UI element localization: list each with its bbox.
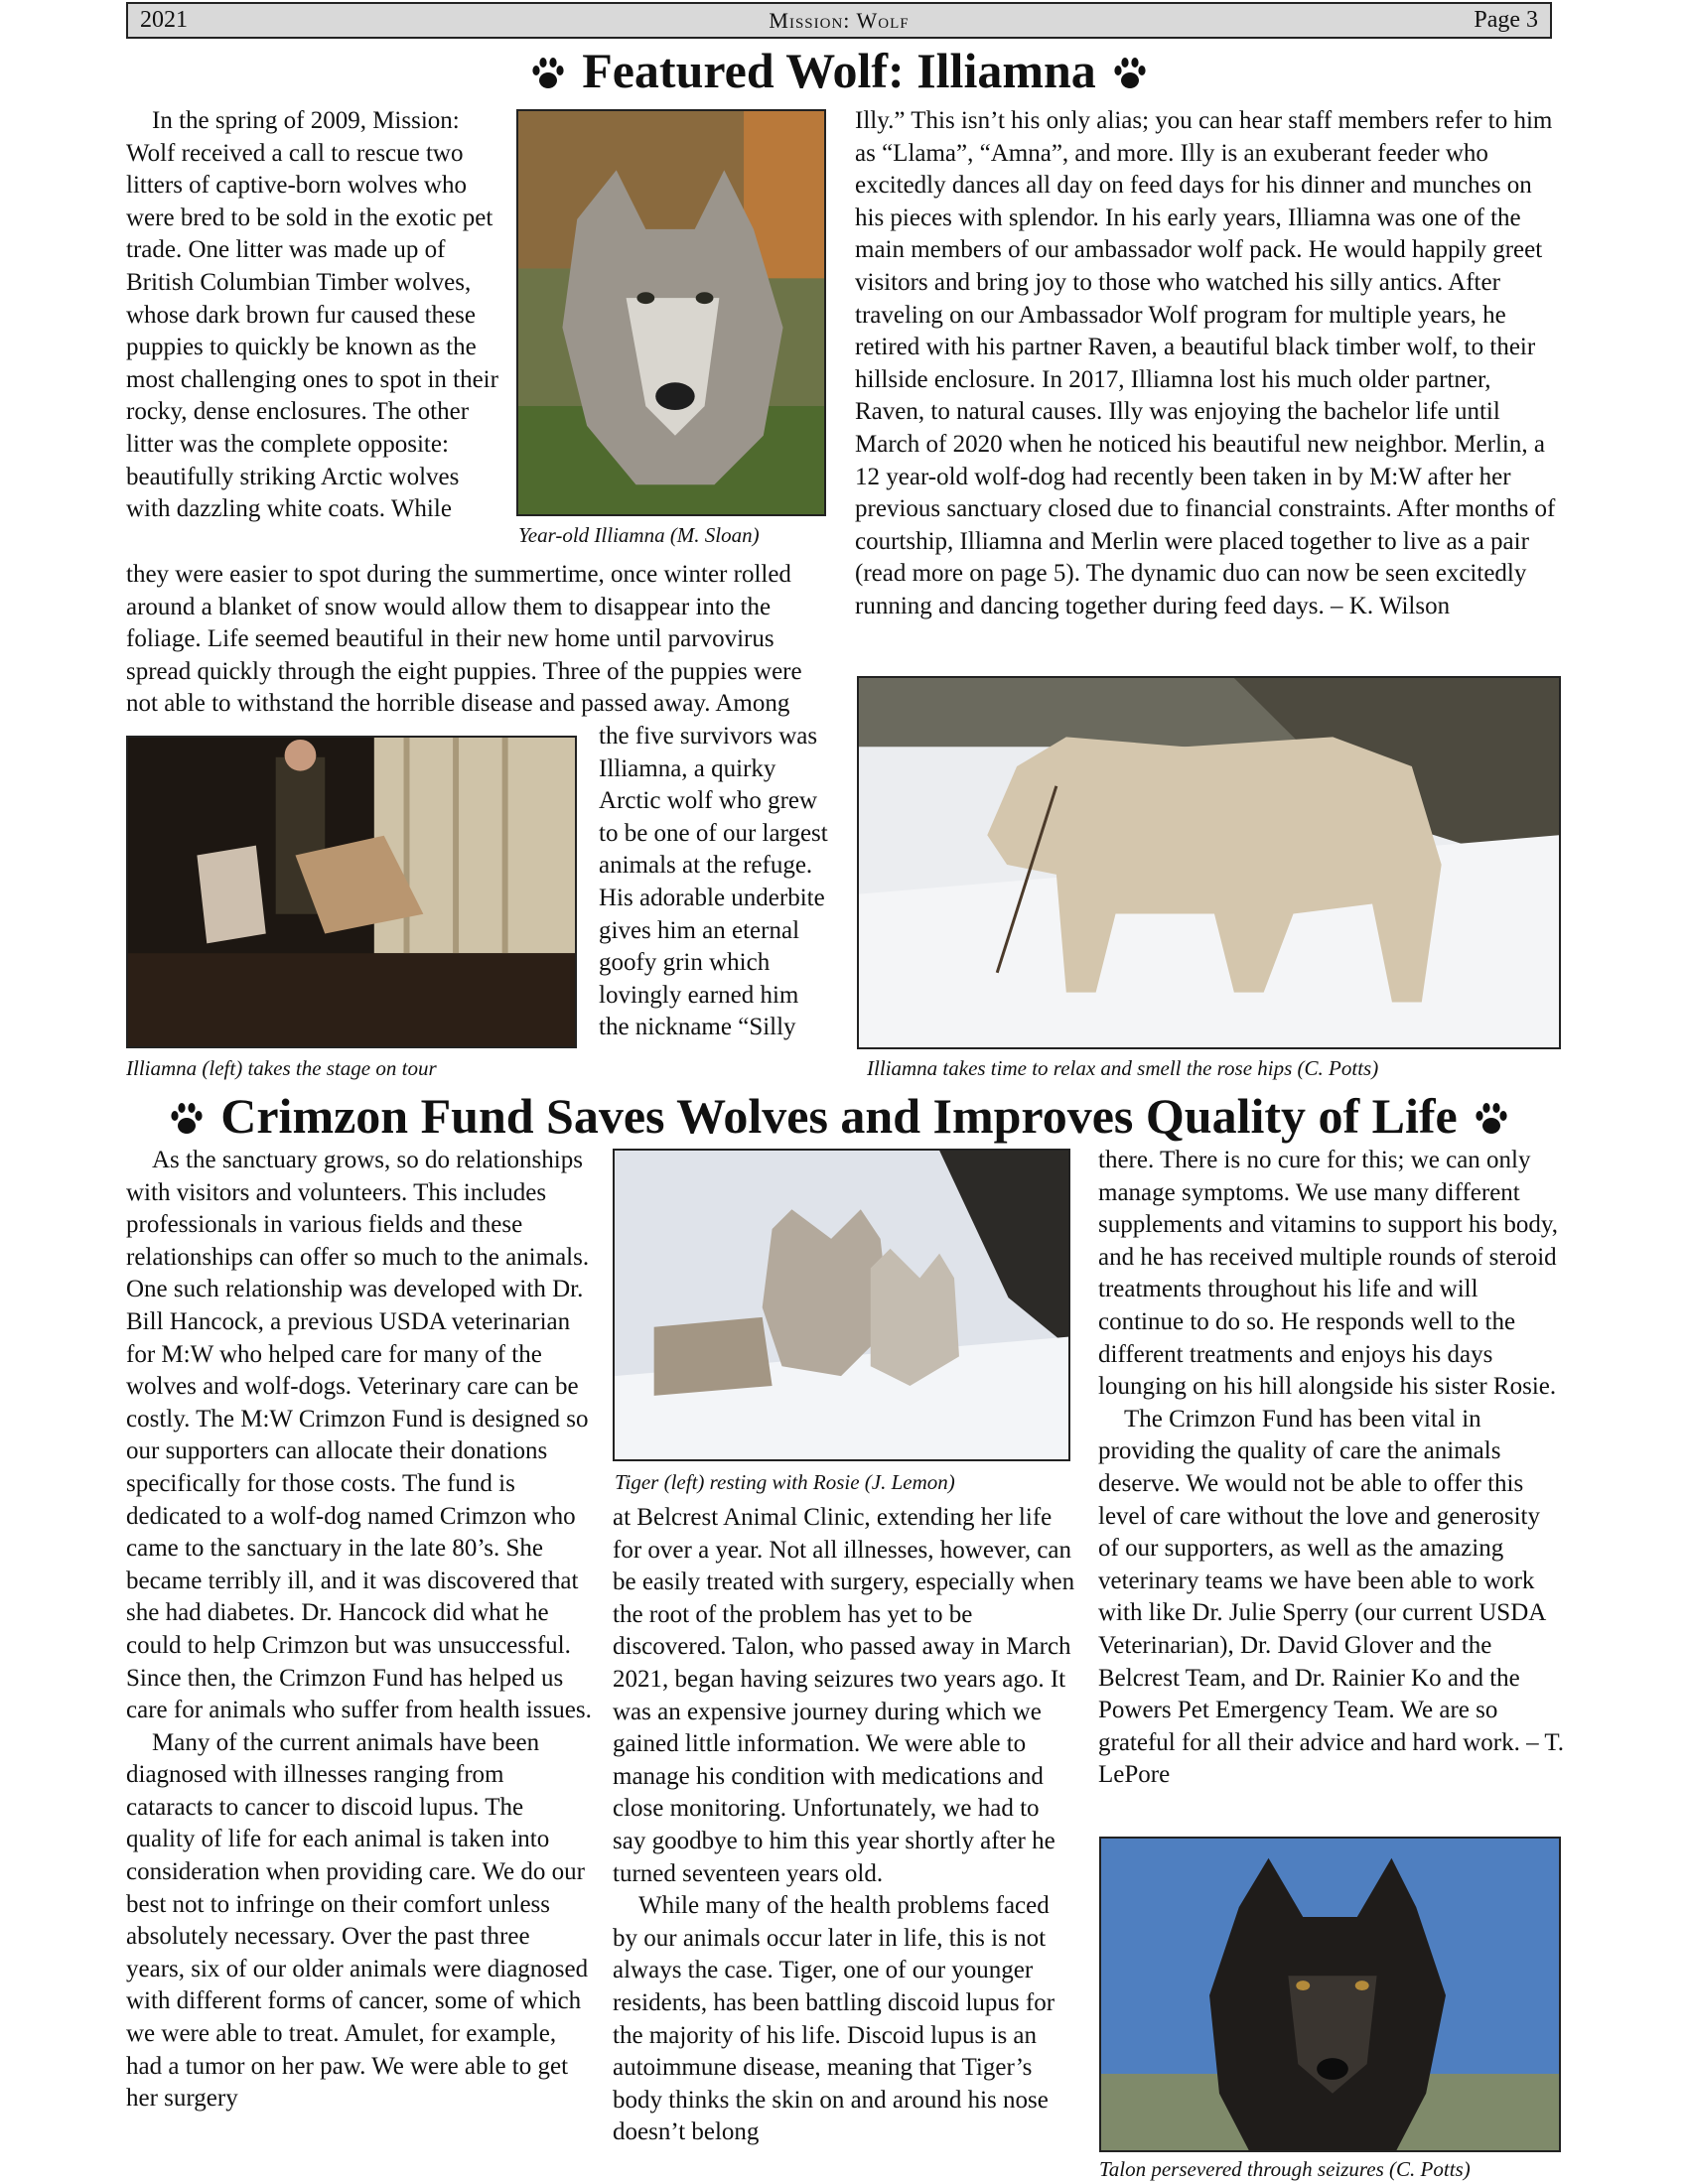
paragraph: The Crimzon Fund has been vital in providing the quality of care the animals deserve. We would not be able to offer this level of care without the love and generosity of our supporters, as well as the amazing veterinary teams we have been able to work with like Dr. Julie Sperry (our current USDA Veterinarian), Dr. David Glover and the Belcrest Team, and Dr. Rainier Ko and the Powers Pet Emergency Team. We are so grateful for all their advice and hard work. – T. LePore xyxy=(1098,1405,1565,1789)
article2-title: Crimzon Fund Saves Wolves and Improves Quality of Life xyxy=(220,1088,1458,1144)
article2-col3 xyxy=(1098,1145,1565,1792)
header-year: 2021 xyxy=(140,7,188,33)
paragraph: Many of the current animals have been diagnosed with illnesses ranging from cataracts to cancer to discoid lupus. The quality of life for each animal is taken into consideration when providing care. We do our best not to infringe on their comfort unless absolutely necessary. Over the past three years, six of our older animals were diagnosed with different forms of cancer, some of which we were able to treat. Amulet, for example, had a tumor on her paw. We were able to get her surgery xyxy=(126,1728,589,2113)
paw-print-icon xyxy=(167,1092,207,1152)
caption-illiamna-rose-hips: Illiamna takes time to relax and smell the rose hips (C. Potts) xyxy=(867,1056,1379,1080)
caption-tiger-rosie: Tiger (left) resting with Rosie (J. Lemon) xyxy=(615,1470,955,1494)
newsletter-title: Mission: Wolf xyxy=(769,8,910,33)
photo-illiamna-yearling xyxy=(516,109,826,516)
paw-print-icon xyxy=(528,47,568,106)
photo-talon xyxy=(1099,1837,1561,2152)
paragraph: While many of the health problems faced by our animals occur later in life, this is not always the case. Tiger, one of our younger residents, has been battling discoid lupus for the majority of his life. Discoid lupus is an autoimmune disease, meaning that Tiger’s body thinks the skin on and around his nose doesn’t belong xyxy=(613,1892,1055,2146)
page-header xyxy=(126,2,1552,39)
paragraph: As the sanctuary grows, so do relationships with visitors and volunteers. This includes professionals in various fields and these relationships can offer so much to the animals. One such relationship was developed with Dr. Bill Hancock, a previous USDA veterinarian for M:W who helped care for many of the wolves and wolf-dogs. Veterinary care can be costly. The M:W Crimzon Fund is designed so our supporters can allocate their donations specifically for those costs. The fund is dedicated to a wolf-dog named Crimzon who came to the sanctuary in the late 80’s. She became terribly ill, and it was discovered that she had diabetes. Dr. Hancock did what he could to help Crimzon but was unsuccessful. Since then, the Crimzon Fund has helped us care for animals who suffer from health issues. xyxy=(126,1147,592,1724)
paragraph: the five survivors was Illiamna, a quirky Arctic wolf who grew to be one of our largest animals at the refuge. His adorable underbite gives him an eternal goofy grin which lovingly earned him the nickname “Silly xyxy=(599,723,828,1041)
caption-illiamna-yearling: Year-old Illiamna (M. Sloan) xyxy=(518,523,760,547)
photo-illiamna-rose-hips xyxy=(857,676,1561,1049)
page-number: Page 3 xyxy=(1474,7,1538,33)
paragraph: there. There is no cure for this; we can only manage symptoms. We use many different supplements and vitamins to support his body, and he has received multiple rounds of steroid treatments throughout his life and will continue to do so. He responds well to the different treatments and enjoys his days lounging on his hill alongside his sister Rosie. xyxy=(1098,1147,1558,1401)
article2-col1 xyxy=(126,1145,593,2116)
photo-illiamna-stage xyxy=(126,736,577,1048)
article1-col1-bottom xyxy=(599,721,832,1044)
article1-col1-top xyxy=(126,105,501,526)
paragraph: In the spring of 2009, Mission: Wolf received a call to rescue two litters of captive-born wolves who were bred to be sold in the exotic pet trade. One litter was made up of British Columbian Timber wolves, whose dark brown fur caused these puppies to quickly be known as the most challenging ones to spot in their rocky, dense enclosures. The other litter was the complete opposite: beautifully striking Arctic wolves with dazzling white coats. While xyxy=(126,107,498,523)
paw-print-icon xyxy=(1472,1092,1511,1152)
paw-print-icon xyxy=(1110,47,1150,106)
article1-col1-mid xyxy=(126,559,827,721)
caption-illiamna-stage: Illiamna (left) takes the stage on tour xyxy=(126,1056,437,1080)
article2-col2 xyxy=(613,1502,1077,2149)
article1-title: Featured Wolf: Illiamna xyxy=(582,43,1096,98)
article1-headline xyxy=(126,41,1552,106)
article1-col2 xyxy=(855,105,1566,623)
paragraph: Illy.” This isn’t his only alias; you can hear staff members refer to him as “Llama”, “Amna”, and more. Illy is an exuberant feeder who excitedly dances all day on feed days for his dinner and munches on his pieces with splendor. In his early years, Illiamna was one of the main members of our ambassador wolf pack. He would happily greet visitors and bring joy to those who watched his silly antics. After traveling on our Ambassador Wolf program for multiple years, he retired with his partner Raven, a beautiful black timber wolf, to their hillside enclosure. In 2017, Illiamna lost his much older partner, Raven, to natural causes. Illy was enjoying the bachelor life until March of 2020 when he noticed his beautiful new neighbor. Merlin, a 12 year-old wolf-dog had recently been taken in by M:W after her previous sanctuary closed due to financial constraints. After months of courtship, Illiamna and Merlin were placed together to live as a pair (read more on page 5). The dynamic duo can now be seen excitedly running and dancing together during feed days. – K. Wilson xyxy=(855,107,1556,619)
paragraph: at Belcrest Animal Clinic, extending her life for over a year. Not all illnesses, however, can be easily treated with surgery, especially when the root of the problem has yet to be discovered. Talon, who passed away in March 2021, began having seizures two years ago. It was an expensive journey during which we gained little information. We were able to manage his condition with medications and close monitoring. Unfortunately, we had to say goodbye to him this year shortly after he turned seventeen years old. xyxy=(613,1504,1075,1887)
caption-talon: Talon persevered through seizures (C. Potts) xyxy=(1099,2157,1471,2181)
paragraph: they were easier to spot during the summertime, once winter rolled around a blanket of snow would allow them to disappear into the foliage. Life seemed beautiful in their new home until parvovirus spread quickly through the eight puppies. Three of the puppies were not able to withstand the horrible disease and passed away. Among xyxy=(126,561,802,718)
article2-headline xyxy=(126,1086,1552,1152)
photo-tiger-rosie xyxy=(613,1149,1070,1461)
